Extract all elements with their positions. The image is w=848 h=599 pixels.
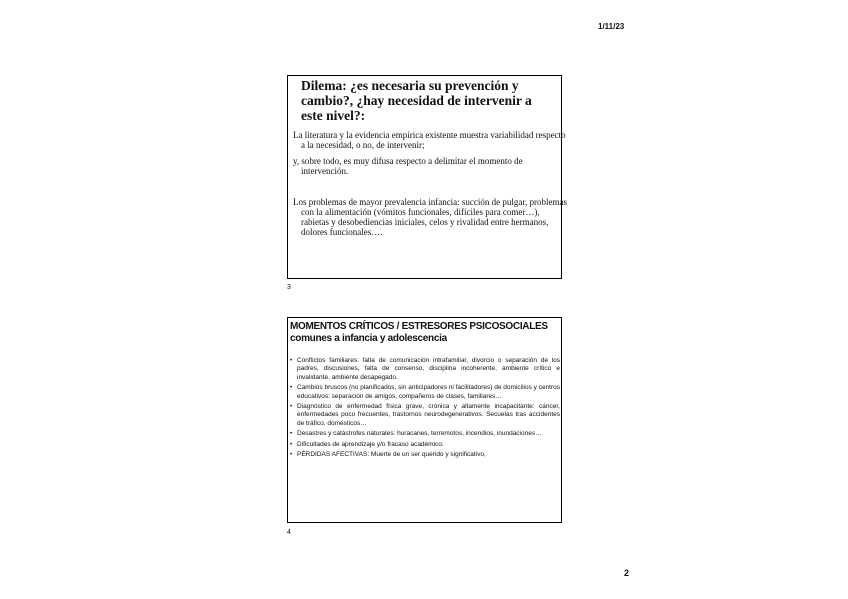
slide-4 [287, 317, 562, 523]
header-date: 1/11/23 [598, 22, 625, 31]
list-item: • Desastres y catástrofes naturales: huracanes, terremotos, incendios, inundaciones… [290, 430, 560, 438]
list-item: • Conflictos familiares: falta de comunicación intrafamiliar, divorcio o separación de los padres, discusiones, falta de consenso, disciplina incoherente, ambiente crítico e invalidante, ambiente desapegado. [290, 357, 560, 382]
list-item: • Diagnóstico de enfermedad física grave, crónica y altamente incapacitante: cáncer, enfermedades poco frecuentes, trastornos neurodegenerativos. Secuelas tras accidentes de tráfico, domésticos… [290, 403, 560, 428]
slide-title: MOMENTOS CRÍTICOS / ESTRESORES PSICOSOCIALES comunes a infancia y adolescencia [290, 321, 548, 344]
slide-paragraph: La literatura y la evidencia empírica existente muestra variabilidad respecto a la necesidad, o no, de intervenir; [293, 130, 566, 150]
list-item: • PÉRDIDAS AFECTIVAS: Muerte de un ser querido y significativo, [290, 451, 560, 459]
slide-number: 3 [287, 284, 291, 291]
list-item: • Cambios bruscos (no planificados, sin anticipadores ni facilitadores) de domicilios y centros educativos: separación de amigos, compañeros de clases, familiares… [290, 384, 560, 401]
slide-paragraph: Los problemas de mayor prevalencia infancia: succión de pulgar, problemas con la alimentación (vómitos funcionales, difíciles para comer…), rabietas y desobediencias iniciales, celos y rivalidad entre hermanos, dolores funcionales…. [293, 197, 568, 237]
bullet-list [290, 357, 560, 461]
list-item: • Dificultades de aprendizaje y/o fracaso académico. [290, 441, 560, 449]
page-number: 2 [624, 568, 630, 578]
slide-paragraph: y, sobre todo, es muy difusa respecto a delimitar el momento de intervención. [293, 156, 523, 176]
slide-number: 4 [287, 529, 291, 536]
slide-3 [287, 75, 568, 279]
slide-title: Dilema: ¿es necesaria su prevención y cambio?, ¿hay necesidad de intervenir a este nivel?: [301, 78, 532, 123]
